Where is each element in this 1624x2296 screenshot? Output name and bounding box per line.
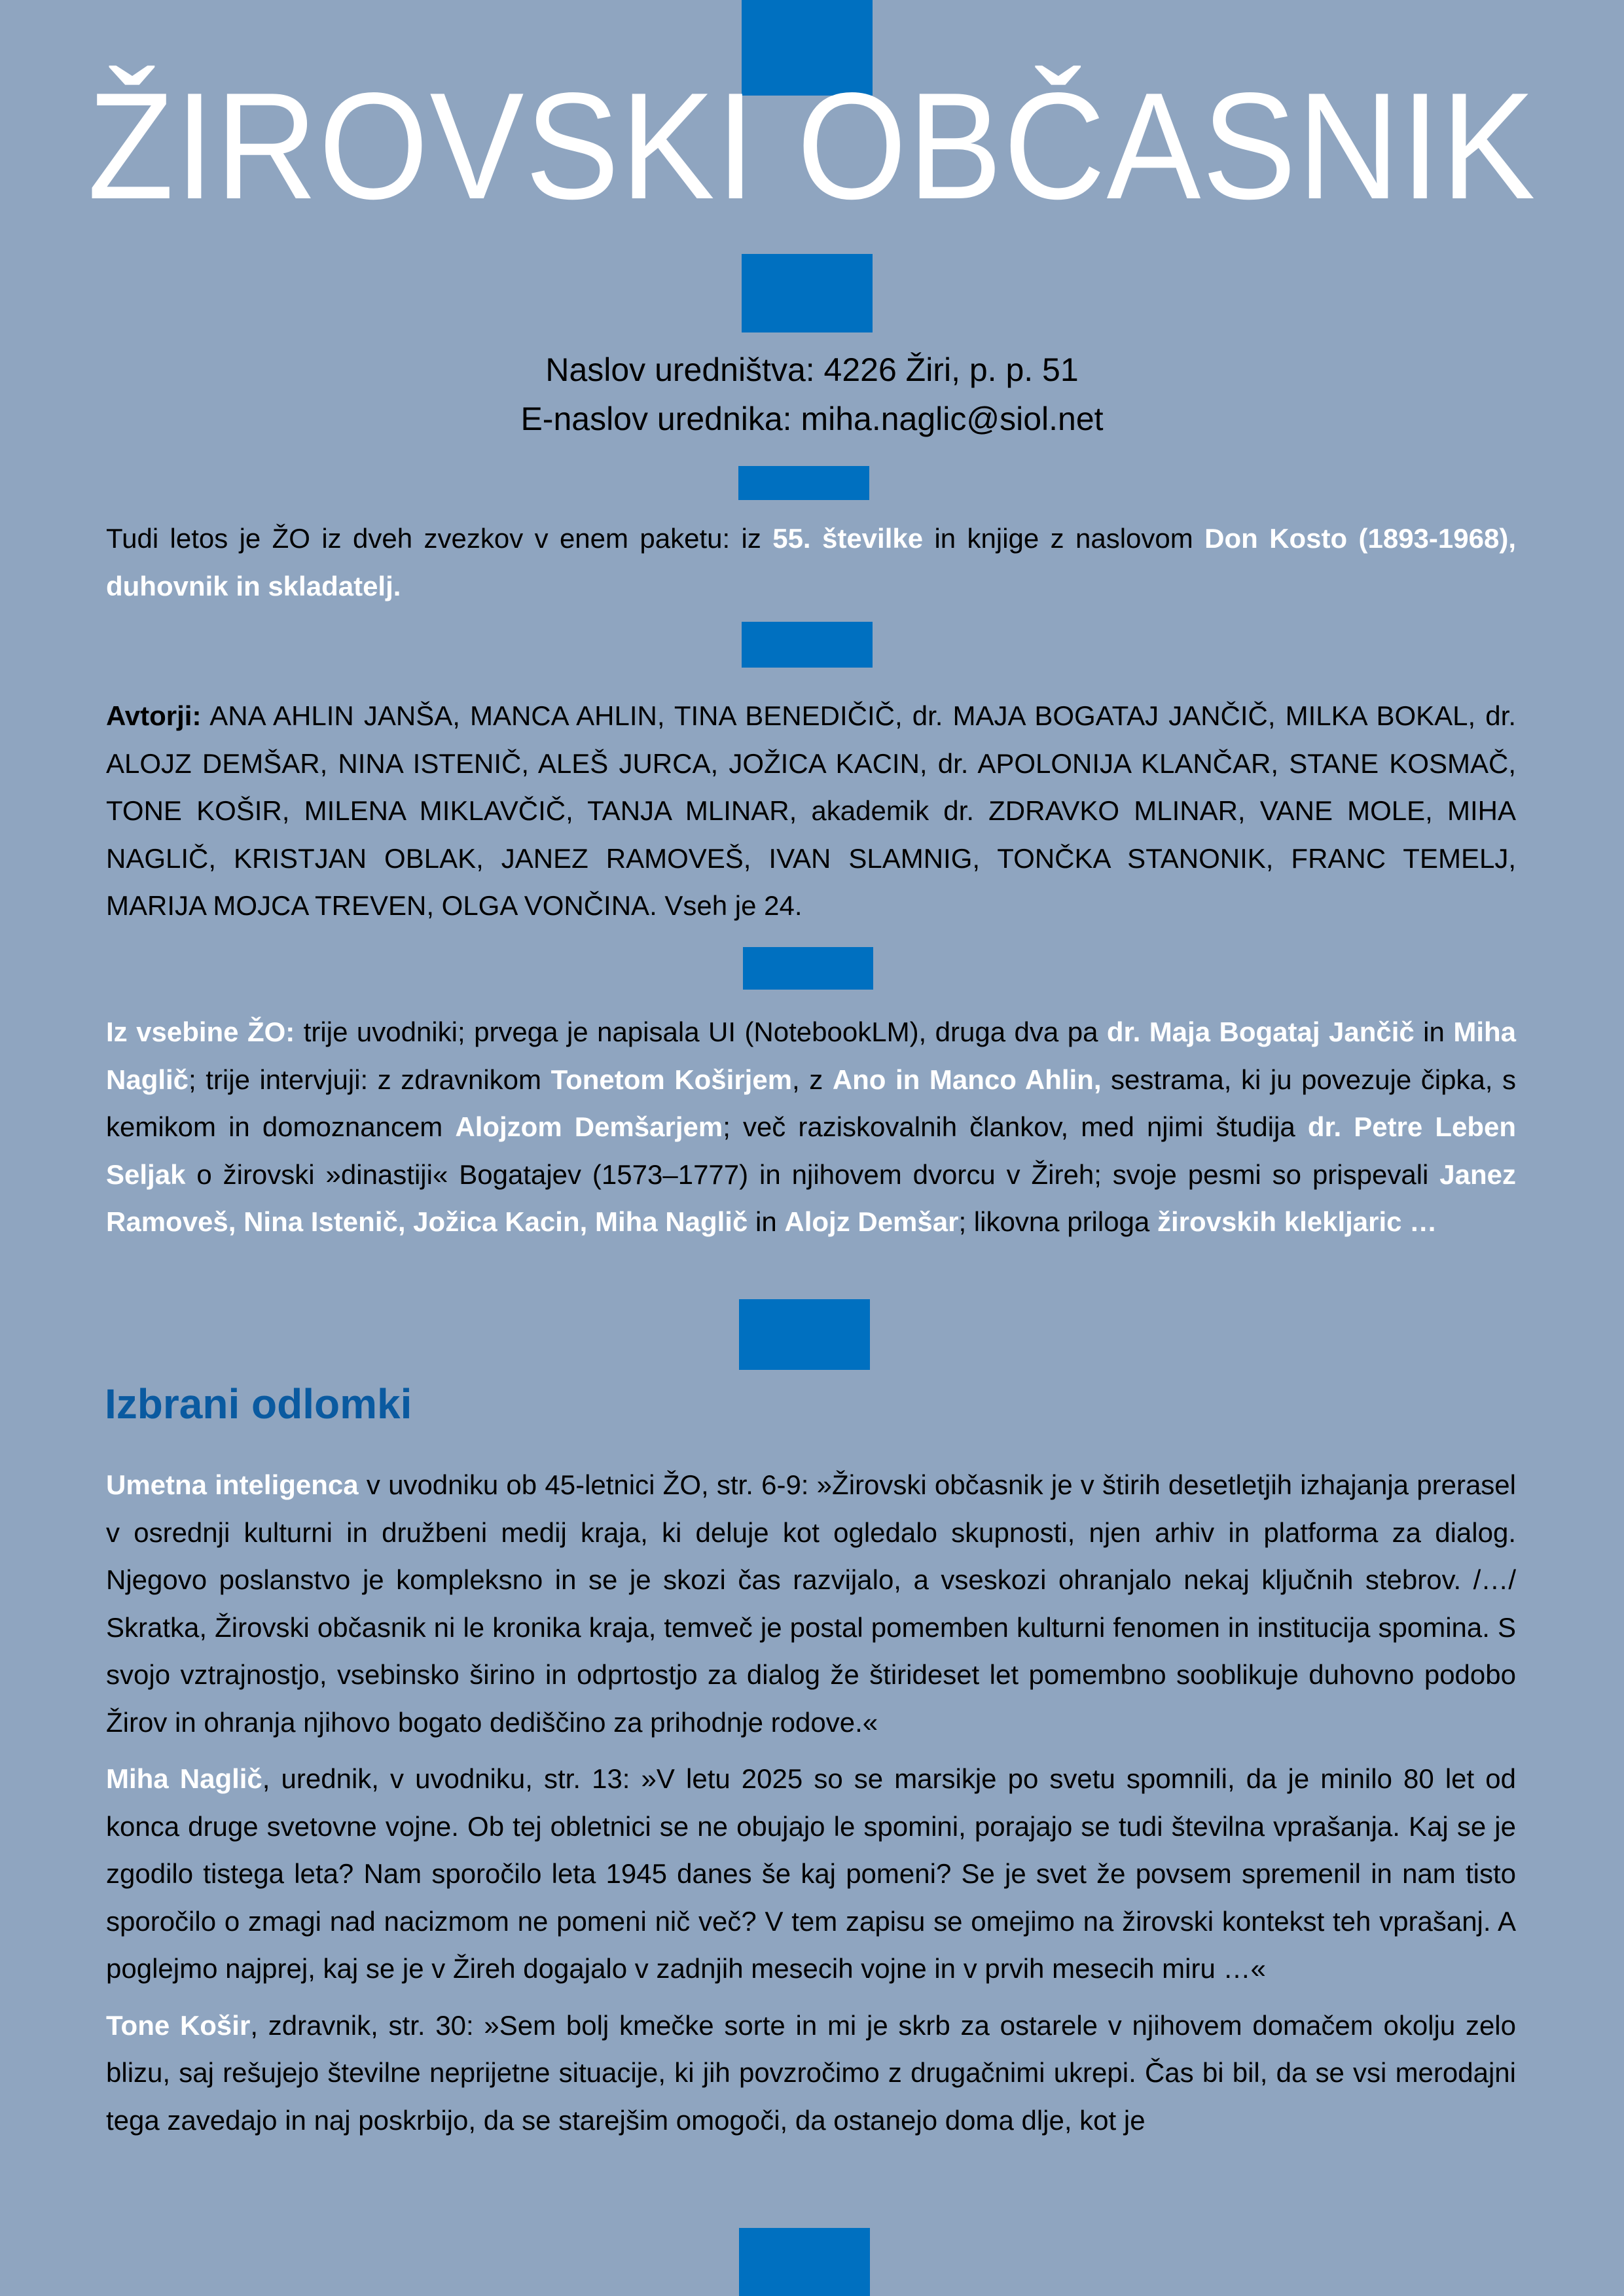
- excerpt-item: [106, 1755, 1516, 1993]
- contact-block: [0, 346, 1624, 444]
- contents-highlight: dr. Maja Bogataj Jančič: [1106, 1016, 1415, 1047]
- excerpt-author: Tone Košir: [106, 2009, 251, 2041]
- editorial-address: Naslov uredništva: 4226 Žiri, p. p. 51: [545, 351, 1079, 388]
- contents-label: Iz vsebine ŽO:: [106, 1016, 295, 1047]
- divider-bar-3: [743, 947, 873, 990]
- excerpt-item: [106, 1462, 1516, 1746]
- intro-text: in knjige z naslovom: [923, 523, 1205, 554]
- contents-highlight: Miha Naglič: [106, 1016, 1516, 1095]
- contents-highlight: Ano in Manco Ahlin,: [832, 1064, 1102, 1095]
- divider-bar-under-title: [742, 254, 873, 332]
- contents-highlight: Alojz Demšar: [784, 1206, 959, 1237]
- authors-label: Avtorji:: [106, 700, 202, 731]
- excerpt-item: [106, 2002, 1516, 2145]
- excerpt-author: Umetna inteligenca: [106, 1469, 359, 1500]
- contents-text: in: [1414, 1016, 1454, 1047]
- contents-highlight: dr. Petre Leben Seljak: [106, 1111, 1517, 1190]
- authors-list: ANA AHLIN JANŠA, MANCA AHLIN, TINA BENEDIČIČ, dr. MAJA BOGATAJ JANČIČ, MILKA BOKAL, dr. ALOJZ DEMŠAR, NINA ISTENIČ, ALEŠ JURCA, JOŽICA KACIN, dr. APOLONIJA KLANČAR, STANE KOSMAČ, TONE KOŠIR, MILENA MIKLAVČIČ, TANJA MLINAR, akademik dr. ZDRAVKO MLINAR, VANE MOLE, MIHA NAGLIČ, KRISTJAN OBLAK, JANEZ RAMOVEŠ, IVAN SLAMNIG, TONČKA STANONIK, FRANC TEMELJ, MARIJA MOJCA TREVEN, OLGA VONČINA. Vseh je 24.: [106, 700, 1516, 921]
- contents-text: in: [748, 1206, 785, 1237]
- divider-bar-2: [742, 622, 873, 668]
- excerpt-author: Miha Naglič: [106, 1763, 262, 1794]
- divider-bar-bottom: [739, 2228, 870, 2296]
- issue-number: 55. številke: [772, 523, 924, 554]
- contents-highlight: Tonetom Koširjem: [550, 1064, 793, 1095]
- contents-text: sestrama, ki ju povezuje čipka, s kemikom in domoznancem: [106, 1064, 1517, 1142]
- divider-bar-4: [739, 1299, 870, 1370]
- intro-text: Tudi letos je ŽO iz dveh zvezkov v enem paketu: iz: [106, 523, 773, 554]
- contents-text: trije uvodniki; prvega je napisala UI (NotebookLM), druga dva pa: [295, 1016, 1107, 1047]
- editor-email: E-naslov urednika: miha.naglic@siol.net: [520, 401, 1104, 437]
- contents-highlight: Alojzom Demšarjem: [455, 1111, 723, 1142]
- excerpt-text: , urednik, v uvodniku, str. 13: »V letu 2025 so se marsikje po svetu spomnili, da je minilo 80 let od konca druge svetovne vojne. Ob tej obletnici se ne obujajo le spomini, porajajo se tudi številna vprašanja. Kaj se je zgodilo tistega leta? Nam sporočilo leta 1945 danes še kaj pomeni? Se je svet že povsem spremenil in nam tisto sporočilo o zmagi nad nacizmom ne pomeni nič več? V tem zapisu se omejimo na žirovski kontekst teh vprašanj. A poglejmo najprej, kaj se je v Žireh dogajalo v zadnjih mesecih vojne in v prvih mesecih miru …«: [106, 1763, 1516, 1984]
- contents-paragraph: [106, 1009, 1516, 1246]
- intro-paragraph: [106, 515, 1516, 610]
- contents-text: ; več raziskovalnih člankov, med njimi študija: [723, 1111, 1308, 1142]
- excerpt-text: , zdravnik, str. 30: »Sem bolj kmečke sorte in mi je skrb za ostarele v njihovem domačem okolju zelo blizu, saj rešujejo številne neprijetne situacije, ki jih povzročimo z drugačnimi ukrepi. Čas bi bil, da se vsi merodajni tega zavedajo in naj poskrbijo, da se starejšim omogoči, da ostanejo doma dlje, kot je: [106, 2009, 1516, 2136]
- contents-text: , z: [792, 1064, 833, 1095]
- contents-text: ; likovna priloga: [958, 1206, 1157, 1237]
- contents-text: ; trije intervjuji: z zdravnikom: [189, 1064, 551, 1095]
- masthead-title: ŽIROVSKI OBČASNIK: [87, 62, 1537, 231]
- section-title: Izbrani odlomki: [105, 1380, 412, 1427]
- excerpts-list: [106, 1462, 1516, 2153]
- book-title: Don Kosto (1893-1968), duhovnik in skladatelj.: [106, 523, 1516, 601]
- contents-text: o žirovski »dinastiji« Bogatajev (1573–1777) in njihovem dvorcu v Žireh; svoje pesmi so prispevali: [185, 1158, 1440, 1190]
- divider-bar-1: [738, 466, 869, 500]
- contents-highlight: Janez Ramoveš, Nina Istenič, Jožica Kacin, Miha Naglič: [106, 1158, 1516, 1237]
- contents-highlight: žirovskih klekljaric …: [1157, 1206, 1437, 1237]
- authors-paragraph: [106, 692, 1516, 930]
- excerpt-text: v uvodniku ob 45-letnici ŽO, str. 6-9: »Žirovski občasnik je v štirih desetletjih izhajanja prerasel v osrednji kulturni in družbeni medij kraja, ki deluje kot ogledalo skupnosti, njen arhiv in platforma za dialog. Njegovo poslanstvo je kompleksno in se je skozi čas razvijalo, a vseskozi ohranjalo nekaj ključnih stebrov. /…/ Skratka, Žirovski občasnik ni le kronika kraja, temveč je postal pomemben kulturni fenomen in institucija spomina. S svojo vztrajnostjo, vsebinsko širino in odprtostjo za dialog že štirideset let pomembno sooblikuje duhovno podobo Žirov in ohranja njihovo bogato dediščino za prihodnje rodove.«: [106, 1469, 1516, 1738]
